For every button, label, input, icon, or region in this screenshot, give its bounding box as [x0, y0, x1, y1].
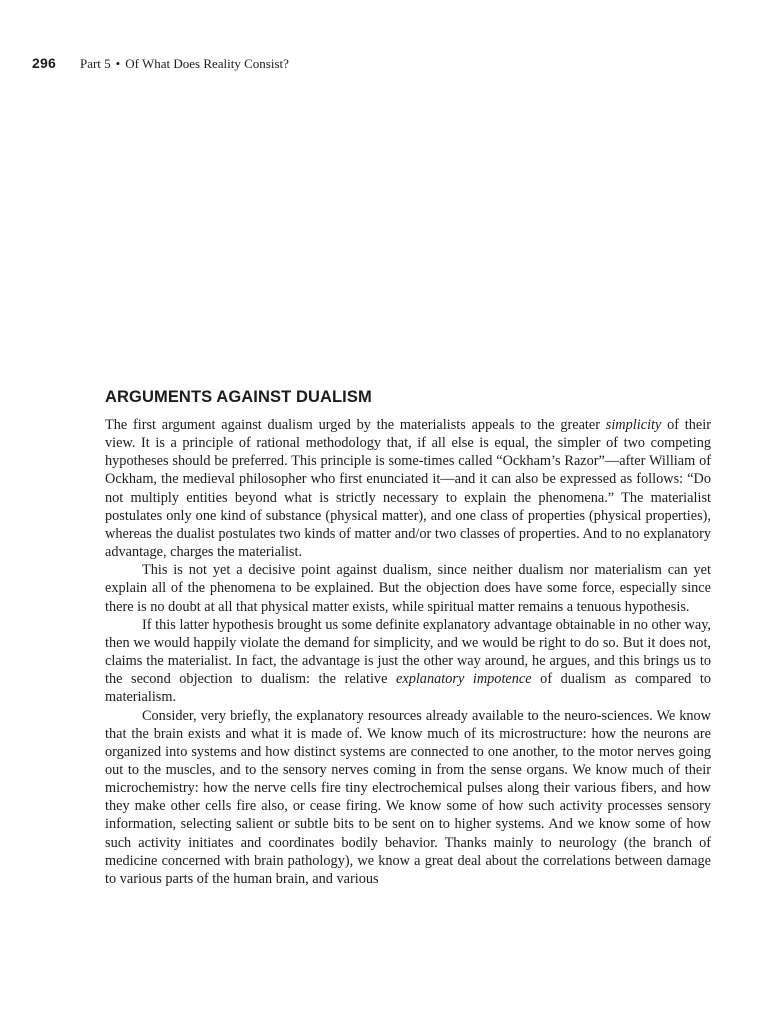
paragraph-1 — [105, 416, 711, 561]
page-number: 296 — [32, 55, 56, 71]
paragraph-1-text-a: The first argument against dualism urged by the materialists appeals to the greater — [105, 417, 606, 433]
paragraph-1-text-b: of their view. It is a principle of rational methodology that, if all else is equal, the simpler of two competing hypotheses should be preferred. This principle is some-times called “Ockham’s Razor”—after William of Ockham, the medieval philosopher who first enunciated it—and it can also be expressed as follows: “Do not multiply entities beyond what is strictly necessary to explain the phenomena.” The materialist postulates only one kind of substance (physical matter), and one class of properties (physical properties), whereas the dualist postulates two kinds of matter and/or two classes of properties. And to no explanatory advantage, charges the materialist. — [105, 417, 711, 561]
paragraph-1-emphasis: simplicity — [605, 417, 662, 433]
running-head — [32, 54, 728, 72]
paragraph-2: This is not yet a decisive point against dualism, since neither dualism nor materialism can yet explain all of the phenomena to be explained. But the objection does have some force, especially since there is no doubt at all that physical matter exists, while spiritual matter remains a tenuous hypothesis. — [105, 562, 711, 615]
paragraph-3-text-a: If this latter hypothesis brought us some definite explanatory advantage obtainable in no other way, then we would happily violate the demand for simplicity, and we would be right to do so. But it does not, claims the materialist. In fact, the advantage is just the other way around, he argues, and this brings us to the second objection to dualism: the relative — [105, 616, 711, 688]
paragraph-3-emphasis: explanatory impotence — [396, 671, 532, 688]
part-label: Part 5 — [79, 56, 111, 71]
bullet-separator: • — [115, 56, 121, 71]
paragraph-3-text-b: of dualism as compared to materialism. — [105, 671, 711, 706]
section-heading: ARGUMENTS AGAINST DUALISM — [105, 388, 372, 406]
paragraph-3 — [105, 616, 711, 707]
paragraph-4: Consider, very briefly, the explanatory resources already available to the neuro-sciences. We know that the brain exists and what it is made of. We know much of its microstructure: how the neurons are organized into systems and how distinct systems are connected to one another, to the motor nerves going out to the muscles, and to the sensory nerves coming in from the sense organs. We know much of their microchemistry: how the nerve cells fire tiny electrochemical pulses along their various fibers, and how they make other cells fire also, or cease firing. We know some of how such activity processes sensory information, selecting salient or subtle bits to be sent on to higher systems. And we know some of how such activity initiates and coordinates bodily behavior. Thanks mainly to neurology (the branch of medicine concerned with brain pathology), we know a great deal about the correlations between damage to various parts of the human brain, and various — [105, 707, 711, 887]
chapter-title: Of What Does Reality Consist? — [125, 56, 289, 71]
body-text — [105, 416, 711, 888]
